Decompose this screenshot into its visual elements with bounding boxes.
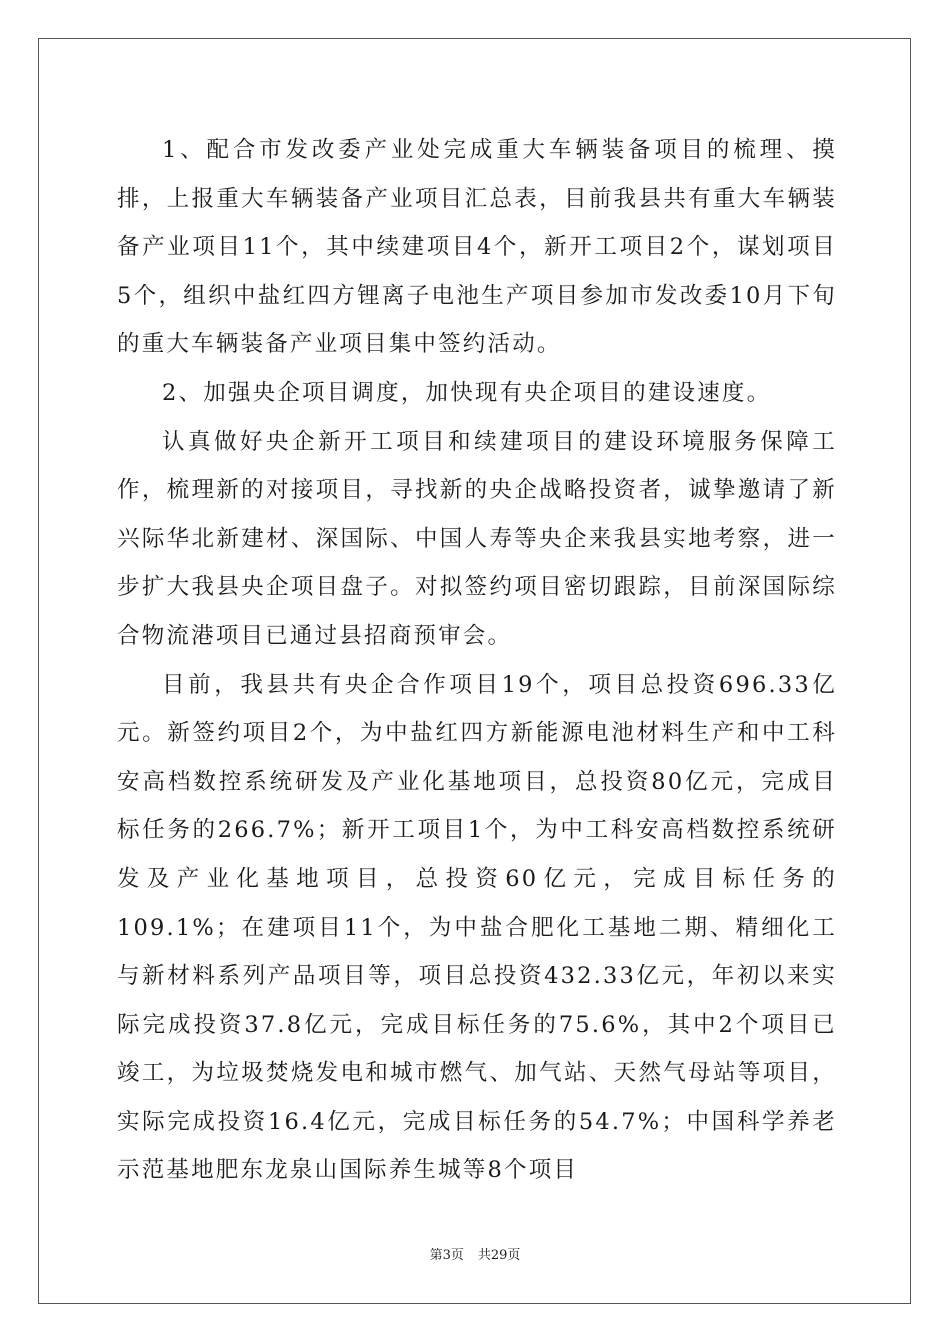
page-number: 第3页: [429, 1248, 464, 1263]
paragraph-item-1: 1、配合市发改委产业处完成重大车辆装备项目的梳理、摸排，上报重大车辆装备产业项目汇总表，目前我县共有重大车辆装备产业项目11个，其中续建项目4个，新开工项目2个，谋划项目5个，组织中盐红四方锂离子电池生产项目参加市发改委10月下旬的重大车辆装备产业项目集中签约活动。: [117, 137, 837, 358]
paragraph-item-2: 2、加强央企项目调度，加快现有央企项目的建设速度。: [162, 379, 772, 406]
document-body: [117, 126, 837, 1195]
paragraph-item-4: 目前，我县共有央企合作项目19个，项目总投资696.33亿元。新签约项目2个，为中盐红四方新能源电池材料生产和中工科安高档数控系统研发及产业化基地项目，总投资80亿元，完成目标任务的266.7%；新开工项目1个，为中工科安高档数控系统研发及产业化基地项目，总投资60亿元，完成目标任务的109.1%；在建项目11个，为中盐合肥化工基地二期、精细化工与新材料系列产品项目等，项目总投资432.33亿元，年初以来实际完成投资37.8亿元，完成目标任务的75.6%，其中2个项目已竣工，为垃圾焚烧发电和城市燃气、加气站、天然气母站等项目，实际完成投资16.4亿元，完成目标任务的54.7%；中国科学养老示范基地肥东龙泉山国际养生城等8个项目: [117, 671, 837, 1184]
page-footer: [0, 1247, 950, 1265]
paragraph-item-3: 认真做好央企新开工项目和续建项目的建设环境服务保障工作，梳理新的对接项目，寻找新的央企战略投资者，诚挚邀请了新兴际华北新建材、深国际、中国人寿等央企来我县实地考察，进一步扩大我县央企项目盘子。对拟签约项目密切跟踪，目前深国际综合物流港项目已通过县招商预审会。: [117, 428, 837, 649]
page-total: 共29页: [477, 1248, 521, 1263]
